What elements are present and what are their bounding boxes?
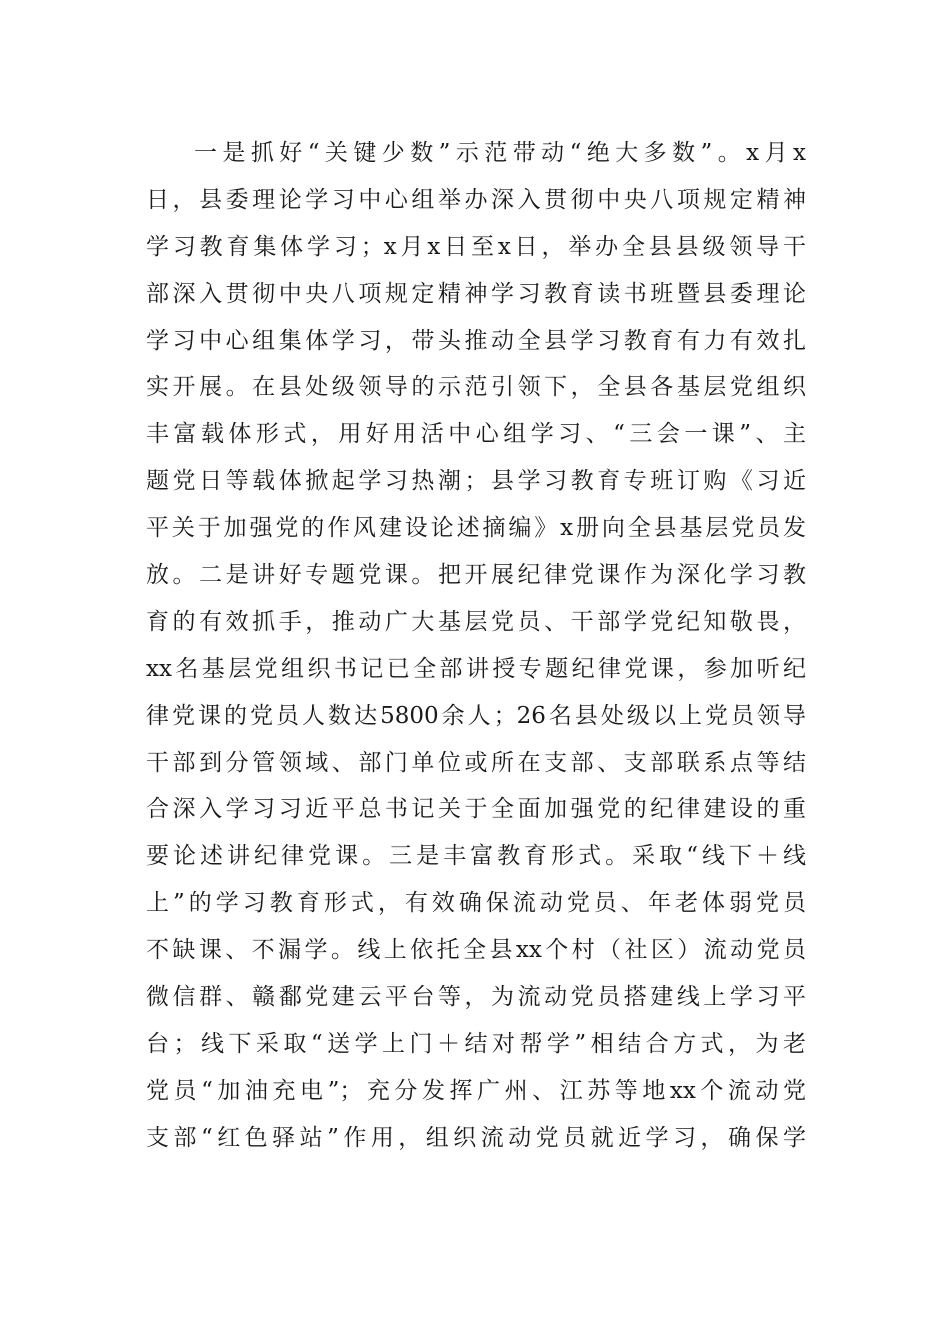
text-line: 支部“红色驿站”作用，组织流动党员就近学习，确保学 [146,1124,806,1151]
text-line: 丰富载体形式，用好用活中心组学习、“三会一课”、主 [146,421,806,448]
text-line: xx名基层党组织书记已全部讲授专题纪律党课，参加听纪 [146,655,806,682]
text-line: 合深入学习习近平总书记关于全面加强党的纪律建设的重 [146,796,806,823]
text-line: 部深入贯彻中央八项规定精神学习教育读书班暨县委理论 [146,280,806,307]
text-line: 台；线下采取“送学上门＋结对帮学”相结合方式，为老 [146,1030,806,1057]
text-line: 要论述讲纪律党课。三是丰富教育形式。采取“线下＋线 [146,843,806,870]
text-line: 一是抓好“关键少数”示范带动“绝大多数”。x月x [194,140,806,166]
text-line: 育的有效抓手，推动广大基层党员、干部学党纪知敬畏， [146,608,806,635]
body-paragraph [146,130,806,1162]
text-line: 实开展。在县处级领导的示范引领下，全县各基层党组织 [146,374,806,401]
text-line: 上”的学习教育形式，有效确保流动党员、年老体弱党员 [146,890,806,917]
text-line: 律党课的党员人数达5800余人；26名县处级以上党员领导 [146,702,806,729]
text-line: 党员“加油充电”；充分发挥广州、江苏等地xx个流动党 [146,1077,806,1104]
text-line: 不缺课、不漏学。线上依托全县xx个村（社区）流动党员 [146,937,806,964]
text-line: 日，县委理论学习中心组举办深入贯彻中央八项规定精神 [146,186,806,213]
text-line: 平关于加强党的作风建设论述摘编》x册向全县基层党员发 [146,515,806,542]
text-line: 干部到分管领域、部门单位或所在支部、支部联系点等结 [146,749,806,776]
text-line: 学习教育集体学习；x月x日至x日，举办全县县级领导干 [146,233,806,260]
text-line: 学习中心组集体学习，带头推动全县学习教育有力有效扎 [146,327,806,354]
text-line: 微信群、赣鄱党建云平台等，为流动党员搭建线上学习平 [146,984,806,1011]
text-line: 题党日等载体掀起学习热潮；县学习教育专班订购《习近 [146,468,806,495]
text-line: 放。二是讲好专题党课。把开展纪律党课作为深化学习教 [146,562,806,589]
